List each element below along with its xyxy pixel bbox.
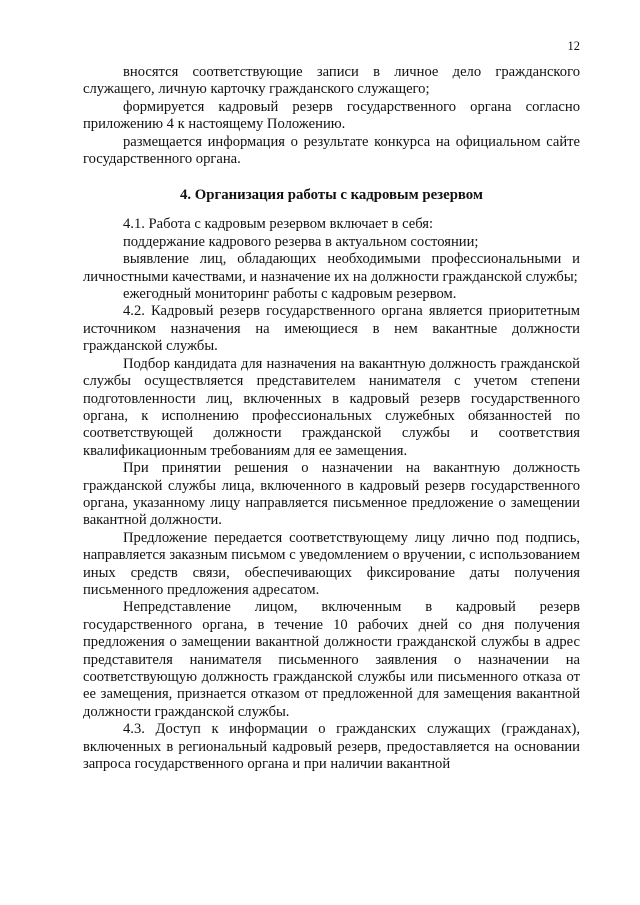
paragraph: Предложение передается соответствующему лицу лично под подпись, направляется заказным письмом с уведомлением о вручении, с использованием иных средств связи, обеспечивающих фиксирование даты получения письменного предложения адресатом. (83, 529, 580, 598)
paragraph: выявление лиц, обладающих необходимыми профессиональными и личностными качествами, и назначение их на должности гражданской службы; (83, 251, 580, 285)
paragraph: 4.1. Работа с кадровым резервом включает в себя: (123, 216, 434, 233)
paragraph: Подбор кандидата для назначения на вакантную должность гражданской службы осуществляется представителем нанимателя с учетом степени подготовленности лиц, включенных в кадровый резерв государственного органа, к исполнению профессиональных служебных обязанностей по соответствующей должности гражданской службы и соответствия квалификационным требованиям для ее замещения. (83, 355, 580, 459)
paragraph: 4.2. Кадровый резерв государственного органа является приоритетным источником назначения на имеющиеся в нем вакантные должности гражданской службы. (83, 303, 580, 355)
paragraph: 4.3. Доступ к информации о гражданских служащих (гражданах), включенных в региональный кадровый резерв, предоставляется на основании запроса государственного органа и при наличии вакантной (83, 721, 580, 773)
paragraph: ежегодный мониторинг работы с кадровым резервом. (123, 286, 457, 303)
document-body (83, 64, 580, 773)
paragraph: поддержание кадрового резерва в актуальном состоянии; (123, 233, 479, 250)
paragraph: При принятии решения о назначении на вакантную должность гражданской службы лица, включенного в кадровый резерв государственного органа, указанному лицу направляется письменное предложение о замещении вакантной должности. (83, 460, 580, 529)
paragraph: вносятся соответствующие записи в личное дело гражданского служащего, личную карточку гражданского служащего; (83, 64, 580, 98)
page-number: 12 (567, 39, 580, 53)
section-heading: 4. Организация работы с кадровым резервом (179, 187, 484, 204)
paragraph: формируется кадровый резерв государственного органа согласно приложению 4 к настоящему Положению. (83, 98, 580, 133)
paragraph: Непредставление лицом, включенным в кадровый резерв государственного органа, в течение 10 рабочих дней со дня получения предложения о замещении вакантной должности гражданской службы в адрес представителя нанимателя письменного заявления о назначении на соответствующую должность гражданской службы или письменного отказа от ее замещения, признается отказом от предложенной для замещения вакантной должности гражданской службы. (83, 599, 580, 720)
paragraph: размещается информация о результате конкурса на официальном сайте государственного органа. (83, 133, 580, 168)
